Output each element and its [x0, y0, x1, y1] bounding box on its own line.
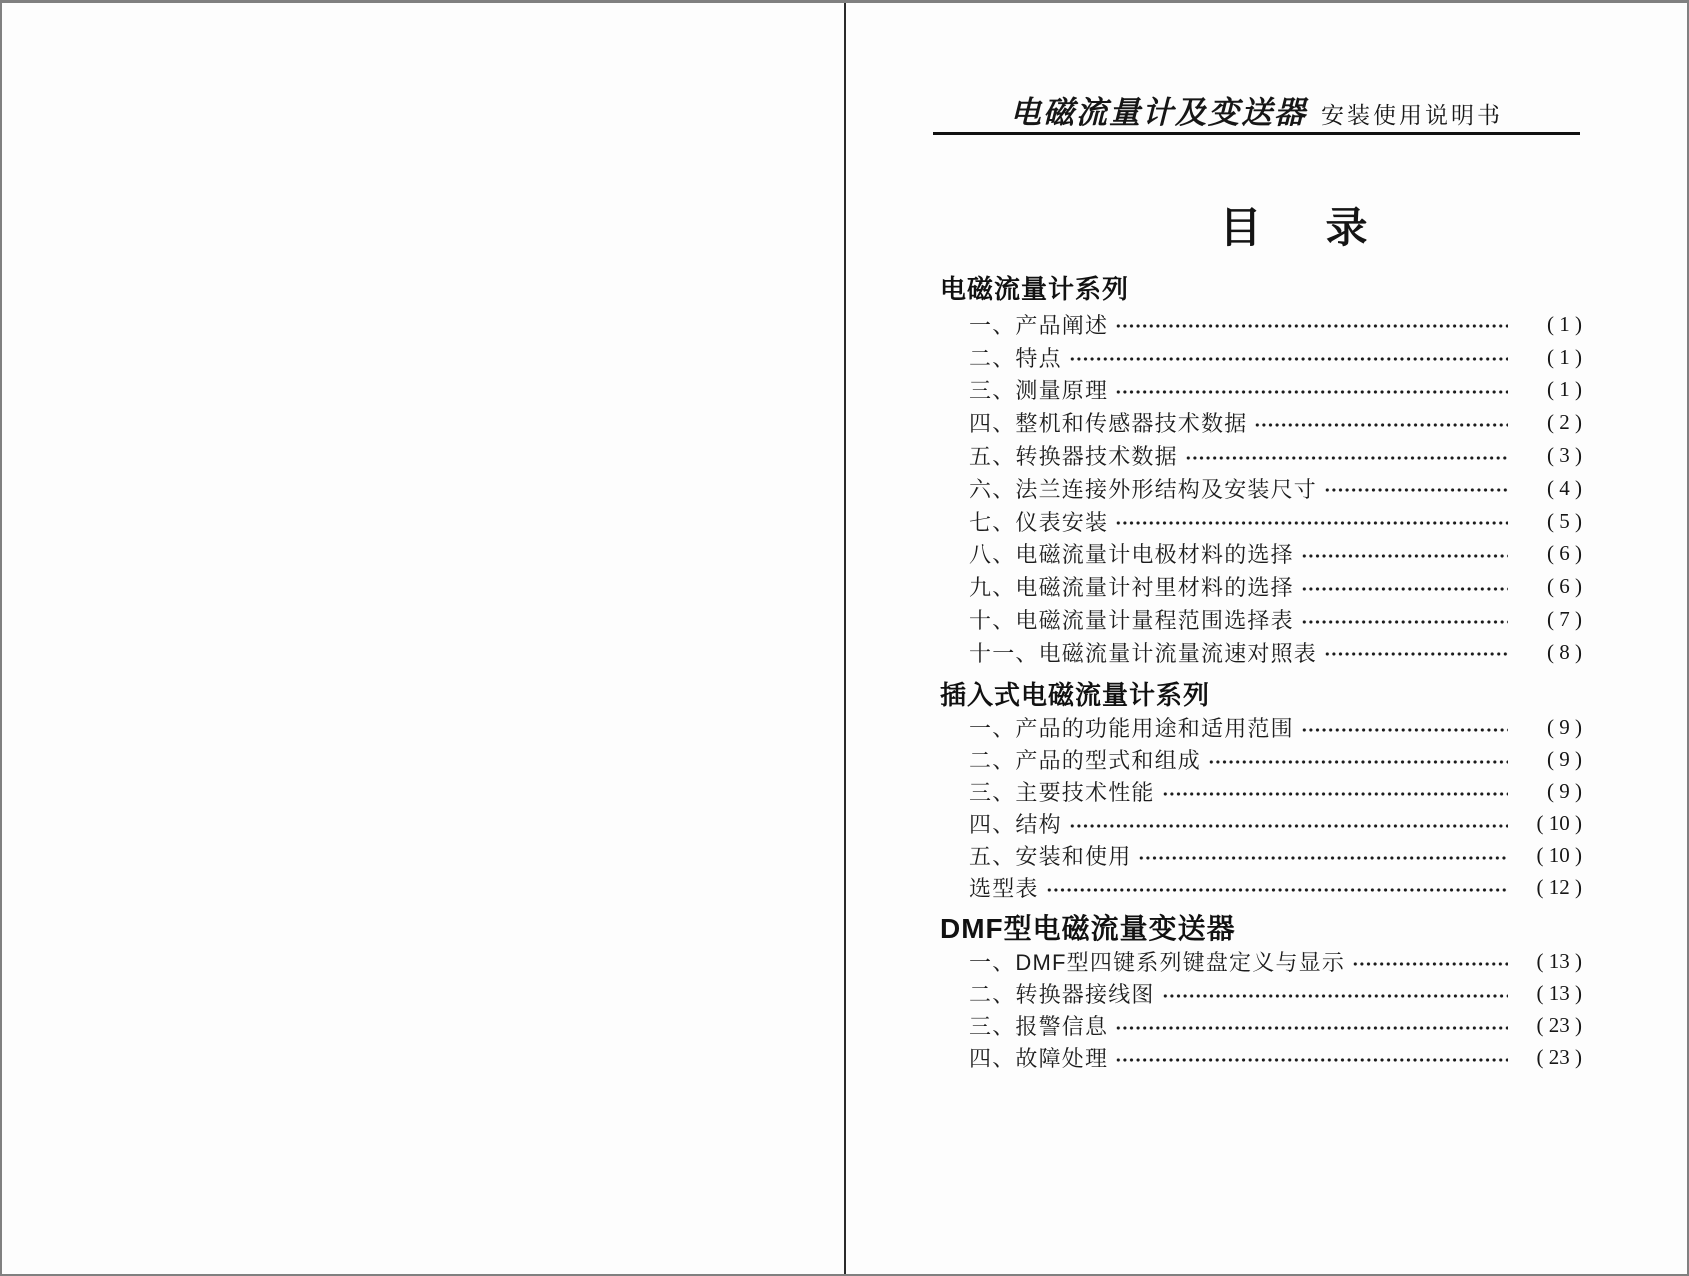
entry-dot-leader [1301, 612, 1508, 632]
entry-page-number: ( 2 ) [1547, 410, 1582, 435]
toc-section [848, 912, 1687, 1074]
toc-entry [969, 472, 1582, 505]
entry-label: 三、主要技术性能 [969, 780, 1155, 806]
toc-entry [969, 1042, 1582, 1074]
entry-page-number: ( 12 ) [1536, 875, 1582, 900]
entry-page-number: ( 23 ) [1536, 1045, 1582, 1070]
entry-label: 五、转换器技术数据 [969, 444, 1178, 470]
toc-entry [969, 603, 1582, 636]
section-entries [969, 946, 1582, 1074]
entry-label: 四、结构 [969, 812, 1062, 838]
toc-entry [969, 840, 1582, 872]
entry-label: 二、特点 [969, 345, 1062, 371]
entry-page-number: ( 10 ) [1536, 811, 1582, 836]
entry-dot-leader [1324, 480, 1508, 500]
entry-dot-leader [1301, 546, 1508, 566]
toc-section [848, 273, 1687, 669]
entry-page-number: ( 8 ) [1547, 639, 1582, 664]
toc-entry [969, 978, 1582, 1010]
entry-page-number: ( 4 ) [1547, 475, 1582, 500]
entry-dot-leader [1324, 644, 1508, 664]
entry-label: 十一、电磁流量计流量流速对照表 [969, 640, 1318, 666]
entry-dot-leader [1115, 382, 1508, 402]
entry-dot-leader [1115, 1050, 1508, 1070]
toc-entry [969, 538, 1582, 571]
entry-page-number: ( 9 ) [1547, 779, 1582, 804]
toc-entry [969, 872, 1582, 904]
entry-page-number: ( 6 ) [1547, 574, 1582, 599]
entry-label: 四、整机和传感器技术数据 [969, 411, 1248, 437]
toc-entry [969, 776, 1582, 808]
entry-dot-leader [1208, 752, 1508, 772]
header-rule [933, 132, 1580, 135]
entry-page-number: ( 7 ) [1547, 607, 1582, 632]
entry-dot-leader [1162, 986, 1508, 1006]
section-heading: DMF型电磁流量变送器 [940, 912, 1236, 944]
toc-entry [969, 341, 1582, 374]
section-entries [969, 308, 1582, 669]
entry-page-number: ( 13 ) [1536, 949, 1582, 974]
toc-entry [969, 406, 1582, 439]
entry-page-number: ( 13 ) [1536, 981, 1582, 1006]
entry-dot-leader [1301, 720, 1508, 740]
entry-dot-leader [1069, 349, 1508, 369]
entry-dot-leader [1046, 880, 1508, 900]
entry-label: 九、电磁流量计衬里材料的选择 [969, 575, 1294, 601]
entry-page-number: ( 9 ) [1547, 715, 1582, 740]
entry-label: 选型表 [969, 876, 1039, 902]
entry-label: 一、产品的功能用途和适用范围 [969, 716, 1294, 742]
toc-sections [848, 273, 1687, 1074]
entry-dot-leader [1162, 784, 1508, 804]
entry-dot-leader [1115, 513, 1508, 533]
entry-label: 一、产品阐述 [969, 312, 1109, 338]
entry-page-number: ( 5 ) [1547, 508, 1582, 533]
toc-title [848, 205, 1687, 251]
toc-entry [969, 946, 1582, 978]
entry-label: 四、故障处理 [969, 1046, 1109, 1072]
entry-dot-leader [1301, 579, 1508, 599]
toc-entry [969, 570, 1582, 603]
entry-label: 三、测量原理 [969, 378, 1109, 404]
section-heading: 插入式电磁流量计系列 [940, 679, 1211, 710]
toc-title-char-left: 目 [1219, 204, 1262, 251]
running-header [933, 87, 1580, 130]
entry-dot-leader [1254, 415, 1508, 435]
toc-entry [969, 744, 1582, 776]
entry-dot-leader [1185, 448, 1508, 468]
entry-page-number: ( 9 ) [1547, 747, 1582, 772]
entry-dot-leader [1115, 1018, 1508, 1038]
entry-label: 七、仪表安装 [969, 509, 1109, 535]
toc-entry [969, 712, 1582, 744]
section-entries [969, 712, 1582, 904]
section-heading: 电磁流量计系列 [940, 274, 1130, 304]
entry-label: 三、报警信息 [969, 1014, 1109, 1040]
toc-entry [969, 505, 1582, 538]
entry-page-number: ( 1 ) [1547, 377, 1582, 402]
header-manual-subtitle: 安装使用说明书 [1321, 102, 1503, 128]
entry-page-number: ( 10 ) [1536, 843, 1582, 868]
entry-page-number: ( 6 ) [1547, 541, 1582, 566]
entry-label: 二、产品的型式和组成 [969, 748, 1202, 774]
toc-entry [969, 1010, 1582, 1042]
entry-label: 五、安装和使用 [969, 844, 1132, 870]
entry-dot-leader [1069, 816, 1508, 836]
entry-page-number: ( 1 ) [1547, 344, 1582, 369]
entry-page-number: ( 23 ) [1536, 1013, 1582, 1038]
header-product-title: 电磁流量计及变送器 [1010, 95, 1307, 130]
entry-label: 八、电磁流量计电极材料的选择 [969, 542, 1294, 568]
toc-entry [969, 374, 1582, 407]
toc-title-char-right: 录 [1325, 204, 1368, 251]
toc-entry [969, 439, 1582, 472]
entry-dot-leader [1352, 954, 1508, 974]
toc-entry [969, 308, 1582, 341]
entry-dot-leader [1115, 316, 1508, 336]
entry-label: 二、转换器接线图 [969, 982, 1155, 1008]
entry-dot-leader [1138, 848, 1508, 868]
left-blank-page [2, 3, 844, 1274]
entry-label: 六、法兰连接外形结构及安装尺寸 [969, 476, 1318, 502]
toc-entry [969, 636, 1582, 669]
entry-page-number: ( 1 ) [1547, 311, 1582, 336]
entry-label: 十、电磁流量计量程范围选择表 [969, 608, 1294, 634]
toc-page [848, 3, 1687, 1274]
page-divider-line [844, 3, 846, 1274]
toc-section [848, 678, 1687, 904]
entry-label: 一、DMF型四键系列键盘定义与显示 [969, 950, 1346, 976]
entry-page-number: ( 3 ) [1547, 443, 1582, 468]
toc-entry [969, 808, 1582, 840]
